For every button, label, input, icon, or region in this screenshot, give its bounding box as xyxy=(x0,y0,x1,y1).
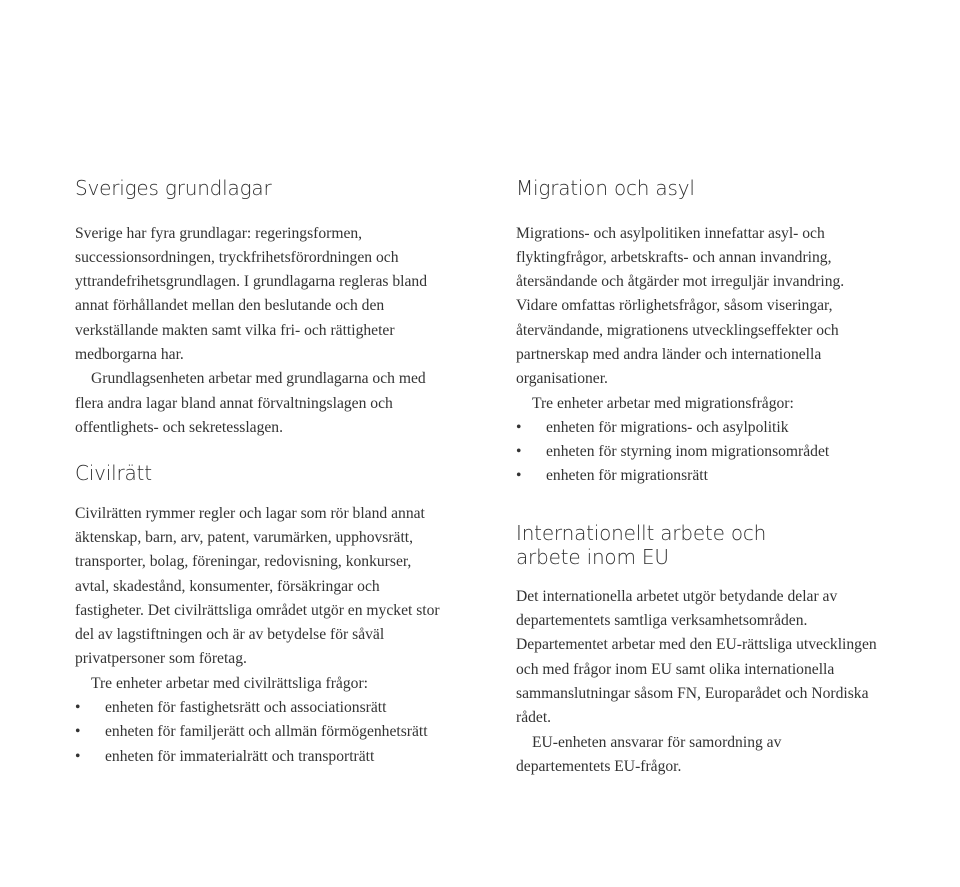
paragraph-grundlagar-intro: Sverige har fyra grundlagar: regeringsformen, successionsordningen, tryckfrihetsförordningen och yttrandefrihetsgrundlagen. I grundlagarna regleras bland annat förhållandet mellan den beslutande och den verkställande makten samt vilka fri- och rättigheter medborgarna har. xyxy=(75,224,428,363)
right-column xyxy=(516,176,896,779)
civilratt-units-list xyxy=(75,696,450,769)
section-title-sveriges-grundlagar: Sveriges grundlagar xyxy=(75,176,272,200)
section-title-line: Internationellt arbete och xyxy=(516,520,767,545)
paragraph-civilratt-intro: Civilrätten rymmer regler och lagar som rör bland annat äktenskap, barn, arv, patent, varumärken, upphovsrätt, transporter, bolag, föreningar, redovisning, konkurser, avtal, skadestånd, konsumenter, försäkringar och fastigheter. Det civilrättsliga området utgör en mycket stor del av lagstiftningen och är av betydelse för såväl privatpersoner som företag. xyxy=(75,504,440,668)
list-item: • enheten för immaterialrätt och transporträtt xyxy=(75,745,450,769)
left-column xyxy=(75,176,455,769)
paragraph-migration-units-intro: Tre enheter arbetar med migrationsfrågor: xyxy=(532,394,794,412)
paragraph-internationellt-intro: Det internationella arbetet utgör betydande delar av departementets samtliga verksamhetsområden. Departementet arbetar med den EU-rättsliga utvecklingen och med frågor inom EU samt olika internationella sammanslutningar såsom FN, Europarådet och Nordiska rådet. xyxy=(516,587,877,727)
section-title-civilratt: Civilrätt xyxy=(75,461,152,486)
bullet-symbol: • xyxy=(75,723,81,741)
bullet-symbol: • xyxy=(516,467,522,485)
bullet-symbol: • xyxy=(516,418,522,436)
section-title-internationellt-arbete xyxy=(516,521,896,570)
section-title-line: arbete inom EU xyxy=(516,545,669,570)
paragraph-migration-intro: Migrations- och asylpolitiken innefattar asyl- och flyktingfrågor, arbetskrafts- och annan invandring, återsändande och åtgärder mot irreguljär invandring. Vidare omfattas rörlighetsfrågor, såsom viseringar, återvändande, migrationens utvecklingseffekter och partnerskap med andra länder och internationella organisationer. xyxy=(516,224,845,388)
list-item: • enheten för migrations- och asylpolitik xyxy=(516,416,896,440)
list-item: • enheten för familjerätt och allmän förmögenhetsrätt xyxy=(75,720,450,744)
paragraph-civilratt-units-intro: Tre enheter arbetar med civilrättsliga frågor: xyxy=(91,674,368,692)
bullet-symbol: • xyxy=(516,443,522,461)
paragraph-eu-enheten: EU-enheten ansvarar för samordning av departementets EU-frågor. xyxy=(516,733,782,775)
paragraph-grundlagsenheten: Grundlagsenheten arbetar med grundlagarna och med flera andra lagar bland annat förvaltningslagen och offentlighets- och sekretesslagen. xyxy=(75,370,426,436)
list-item: • enheten för migrationsrätt xyxy=(516,464,896,488)
list-item: • enheten för fastighetsrätt och associationsrätt xyxy=(75,696,450,720)
section-title-migration-och-asyl: Migration och asyl xyxy=(516,176,695,200)
bullet-symbol: • xyxy=(75,699,81,717)
bullet-symbol: • xyxy=(75,747,81,765)
migration-units-list xyxy=(516,416,896,489)
list-item: • enheten för styrning inom migrationsområdet xyxy=(516,440,896,464)
